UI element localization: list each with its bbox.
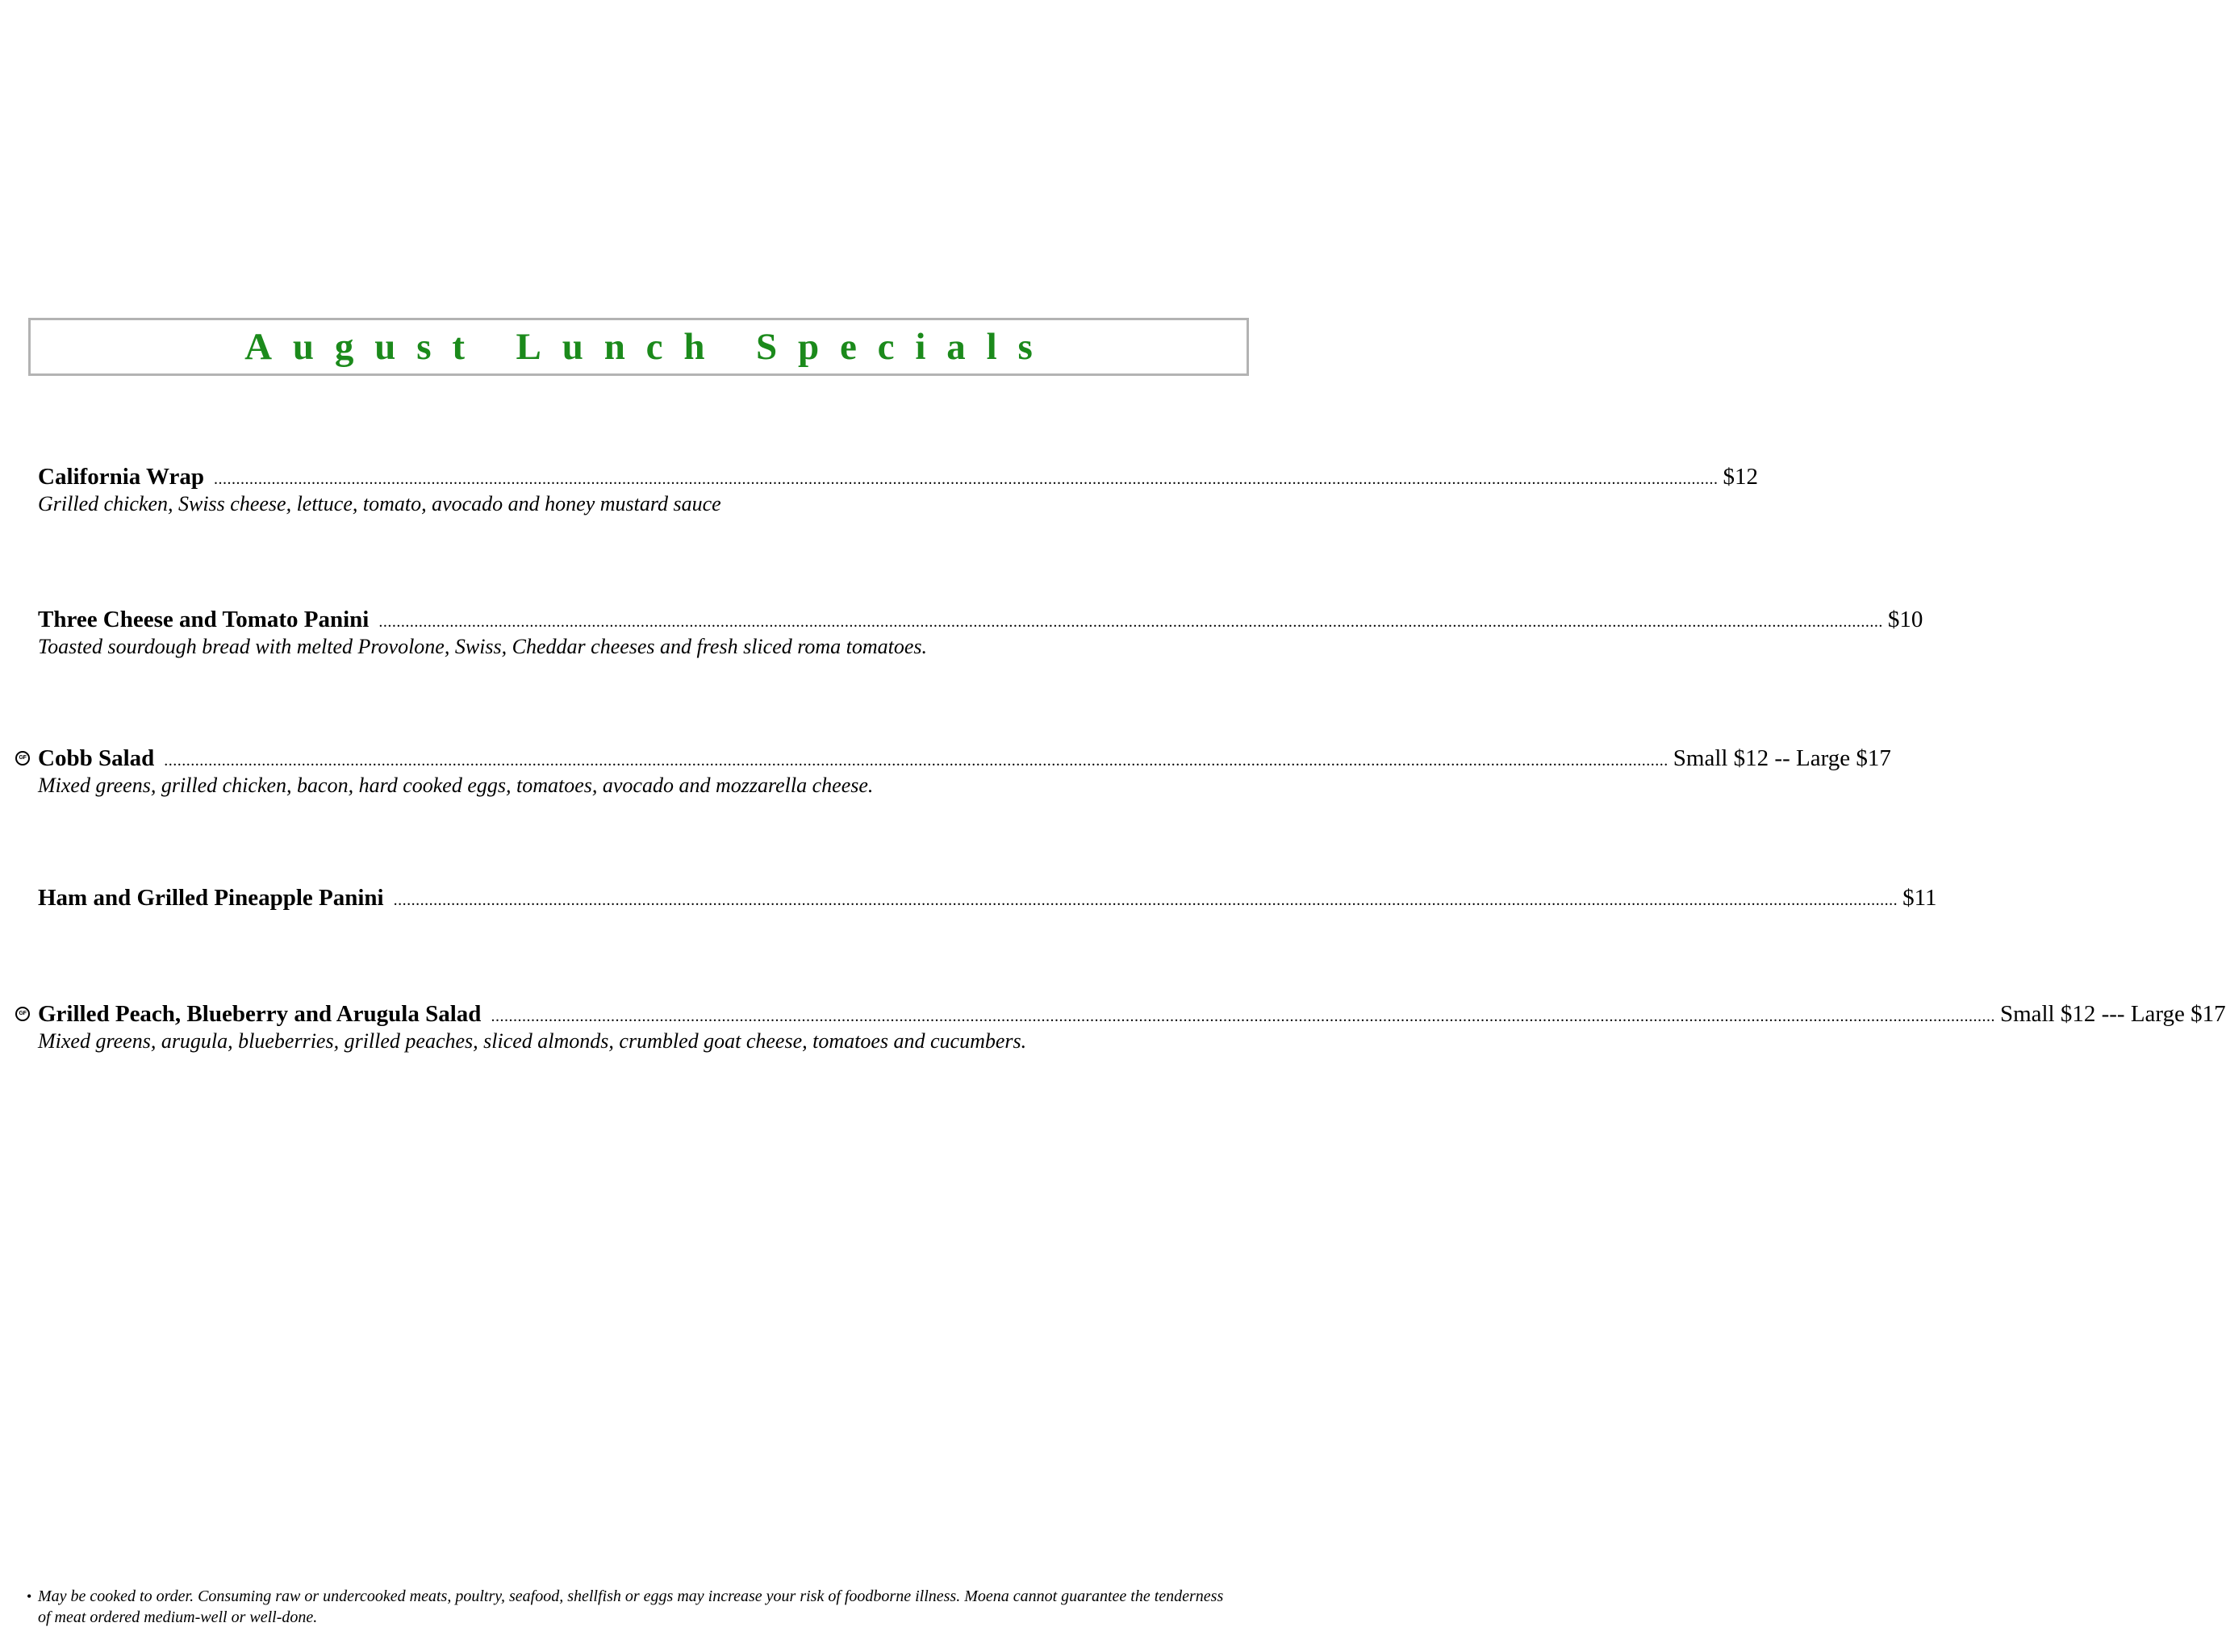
menu-item-line (38, 884, 1937, 912)
title-box (28, 318, 1249, 376)
menu-item-description: Mixed greens, arugula, blueberries, grilled peaches, sliced almonds, crumbled goat cheese, tomatoes and cucumbers. (38, 1029, 1027, 1053)
footnote-bullet: • (27, 1588, 32, 1604)
dot-leader: ................................................................................................................................................................................................................................................................................................................................................... (378, 613, 1883, 631)
menu-item-price: Small $12 -- Large $17 (1673, 745, 1891, 771)
menu-item-description: Grilled chicken, Swiss cheese, lettuce, tomato, avocado and honey mustard sauce (38, 492, 721, 515)
dot-leader: ................................................................................................................................................................................................................................................................................................................................................... (393, 891, 1898, 909)
menu-item-price: Small $12 --- Large $17 (1999, 1001, 2226, 1027)
menu-item-price: $10 (1887, 607, 1923, 632)
dot-leader: ................................................................................................................................................................................................................................................................................................................................................... (491, 1007, 1995, 1025)
menu-item-line (38, 1000, 2226, 1028)
footnote-text: May be cooked to order. Consuming raw or undercooked meats, poultry, seafood, shellfish or eggs may increase your risk of foodborne illness. Moena cannot guarantee the tenderness of meat ordered medium-well or well-done. (38, 1587, 1224, 1626)
dot-leader: ................................................................................................................................................................................................................................................................................................................................................... (164, 752, 1668, 770)
menu-item-price: $12 (1723, 464, 1758, 490)
menu-item-name: Three Cheese and Tomato Panini (38, 607, 370, 632)
gluten-free-icon: GF (15, 751, 30, 766)
menu-item-price: $11 (1902, 885, 1937, 911)
menu-item-line (38, 606, 1923, 633)
gluten-free-icon: GF (15, 1007, 30, 1021)
menu-item-name: Grilled Peach, Blueberry and Arugula Salad (38, 1001, 482, 1027)
menu-item-line (38, 463, 1758, 490)
dot-leader: ................................................................................................................................................................................................................................................................................................................................................... (213, 470, 1719, 488)
menu-item-line (38, 745, 1891, 772)
menu-item-name: Cobb Salad (38, 745, 155, 771)
menu-item-name: California Wrap (38, 464, 204, 490)
page-title: August Lunch Specials (244, 326, 1054, 368)
menu-item-description: Toasted sourdough bread with melted Provolone, Swiss, Cheddar cheeses and fresh sliced roma tomatoes. (38, 635, 928, 658)
menu-item-name: Ham and Grilled Pineapple Panini (38, 885, 384, 911)
menu-item-description: Mixed greens, grilled chicken, bacon, hard cooked eggs, tomatoes, avocado and mozzarella cheese. (38, 774, 874, 797)
